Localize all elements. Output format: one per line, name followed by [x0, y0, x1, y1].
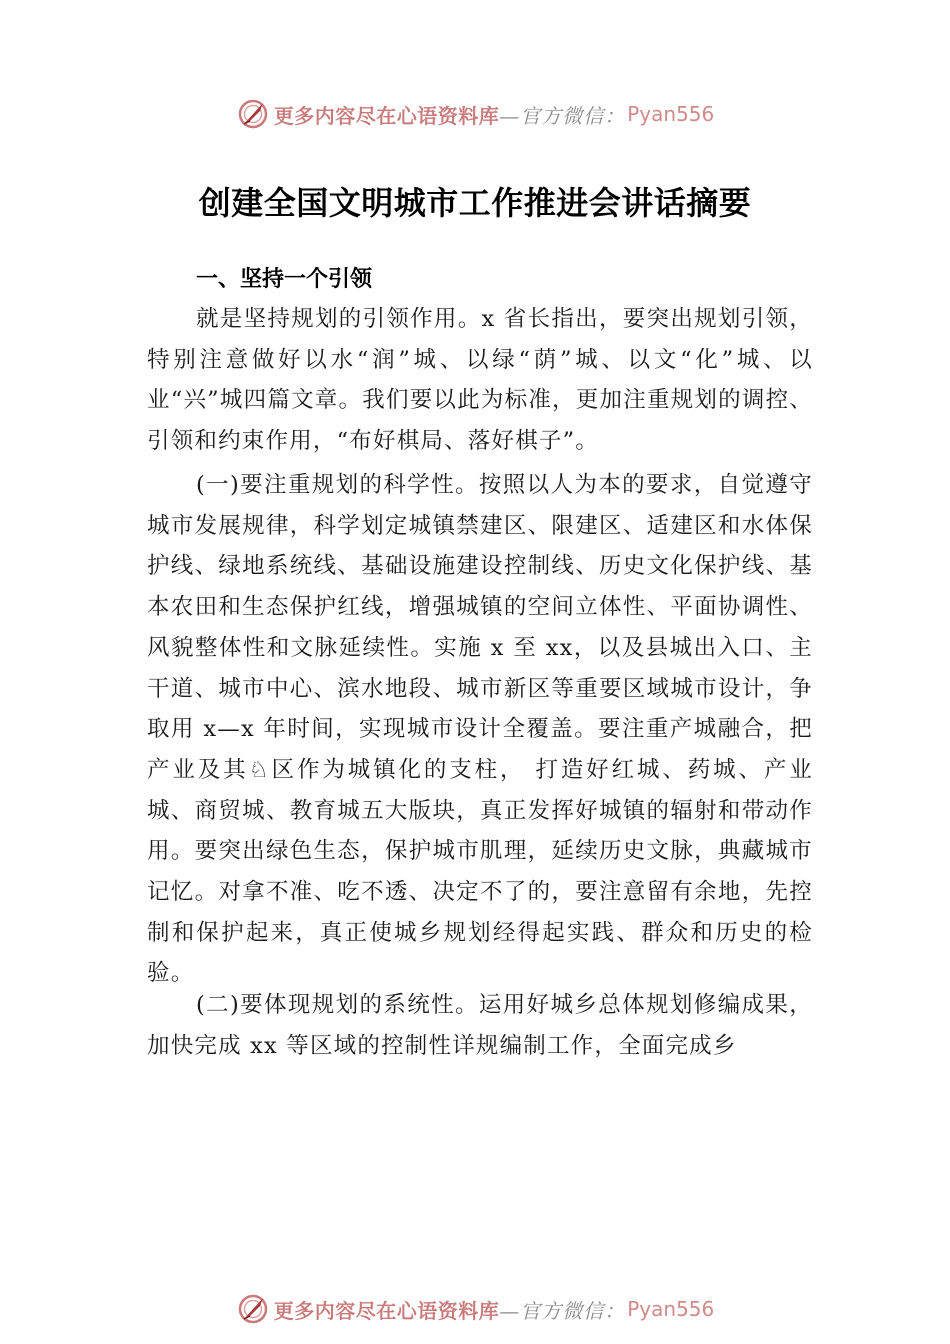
- banner-brand-text: 更多内容尽在心语资料库: [273, 103, 500, 128]
- section-heading: 一、坚持一个引领: [196, 267, 373, 292]
- quill-pen-icon: [236, 1292, 270, 1326]
- document-title: 创建全国文明城市工作推进会讲话摘要: [198, 184, 752, 222]
- quill-pen-icon: [236, 97, 270, 131]
- banner-brand-text: 更多内容尽在心语资料库: [273, 1298, 500, 1323]
- banner-separator-text: —官方微信：: [499, 103, 626, 128]
- paragraph-block-1: [147, 299, 813, 462]
- paragraph: 就是坚持规划的引领作用。x 省长指出，要突出规划引领，特别注意做好以水“润”城、以绿“荫”城、以文“化”城、以业“兴”城四篇文章。我们要以此为标准，更加注重规划的调控、引领和约束作用，“布好棋局、落好棋子”。: [147, 306, 813, 455]
- header-banner: [0, 94, 950, 134]
- paragraph-block-2: [147, 465, 813, 994]
- paragraph: (二)要体现规划的系统性。运用好城乡总体规划修编成果，加快完成 xx 等区域的控制性详规编制工作，全面完成乡: [147, 992, 813, 1059]
- banner-wechat-id: Pyan556: [627, 1297, 715, 1321]
- footer-banner: [0, 1289, 950, 1329]
- banner-wechat-id: Pyan556: [627, 102, 715, 126]
- banner-separator-text: —官方微信：: [499, 1298, 626, 1323]
- paragraph-block-3: [147, 985, 813, 1066]
- paragraph: (一)要注重规划的科学性。按照以人为本的要求，自觉遵守城市发展规律，科学划定城镇禁建区、限建区、适建区和水体保护线、绿地系统线、基础设施建设控制线、历史文化保护线、基本农田和生态保护红线，增强城镇的空间立体性、平面协调性、风貌整体性和文脉延续性。实施 x 至 xx，以及县城出入口、主干道、城市中心、滨水地段、城市新区等重要区域城市设计，争取用 x—x 年时间，实现城市设计全覆盖。要注重产城融合，把产业及其♘区作为城镇化的支柱， 打造好红城、药城、产业城、商贸城、教育城五大版块，真正发挥好城镇的辐射和带动作用。要突出绿色生态，保护城市肌理，延续历史文脉，典藏城市记忆。对拿不准、吃不透、决定不了的，要注意留有余地，先控制和保护起来，真正使城乡规划经得起实践、群众和历史的检验。: [147, 472, 813, 987]
